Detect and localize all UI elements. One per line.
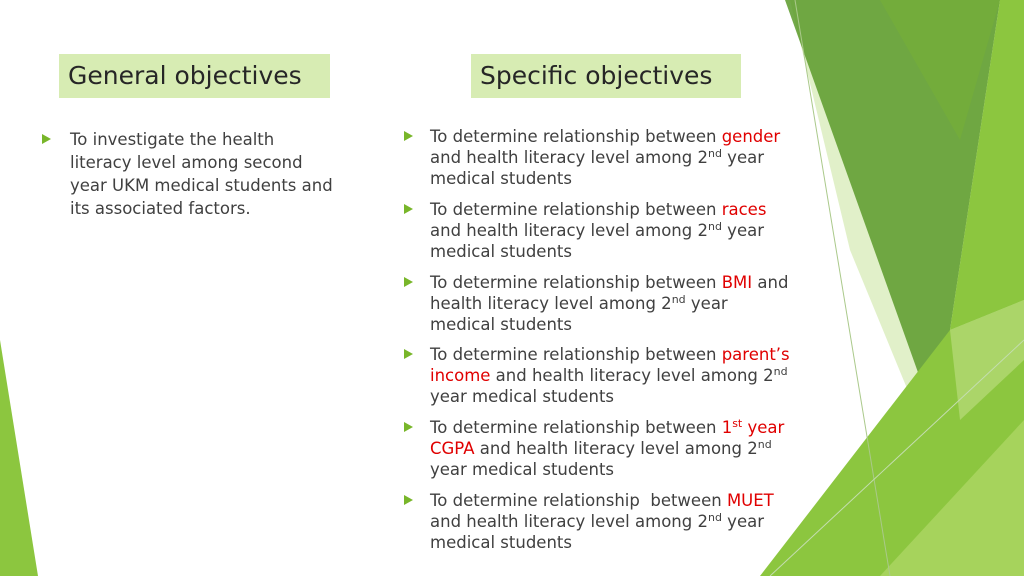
specific-objective-parent-income: To determine relationship between parent’s income and health literacy level among 2nd year medical students bbox=[430, 345, 790, 406]
bullet-arrow-icon bbox=[404, 495, 413, 505]
specific-objective-gender: To determine relationship between gender and health literacy level among 2nd year medical students bbox=[430, 127, 781, 188]
specific-objective-bmi: To determine relationship between BMI and health literacy level among 2nd year medical students bbox=[430, 273, 789, 334]
bullet-arrow-icon bbox=[404, 131, 413, 141]
bullet-arrow-icon bbox=[404, 204, 413, 214]
bullet-arrow-icon bbox=[404, 277, 413, 287]
specific-objective-muet: To determine relationship between MUET and health literacy level among 2nd year medical students bbox=[430, 491, 774, 552]
facet-left-sliver bbox=[0, 340, 38, 576]
general-objectives-heading: General objectives bbox=[59, 54, 330, 98]
general-objective-text: To investigate the health literacy level among second year UKM medical students and its associated factors. bbox=[70, 130, 333, 218]
specific-objectives-heading: Specific objectives bbox=[471, 54, 741, 98]
bullet-arrow-icon bbox=[404, 349, 413, 359]
specific-objective-cgpa: To determine relationship between 1st year CGPA and health literacy level among 2nd year medical students bbox=[430, 417, 785, 479]
bullet-arrow-icon bbox=[42, 134, 51, 144]
bullet-arrow-icon bbox=[404, 422, 413, 432]
specific-objective-races: To determine relationship between races and health literacy level among 2nd year medical students bbox=[430, 200, 767, 261]
